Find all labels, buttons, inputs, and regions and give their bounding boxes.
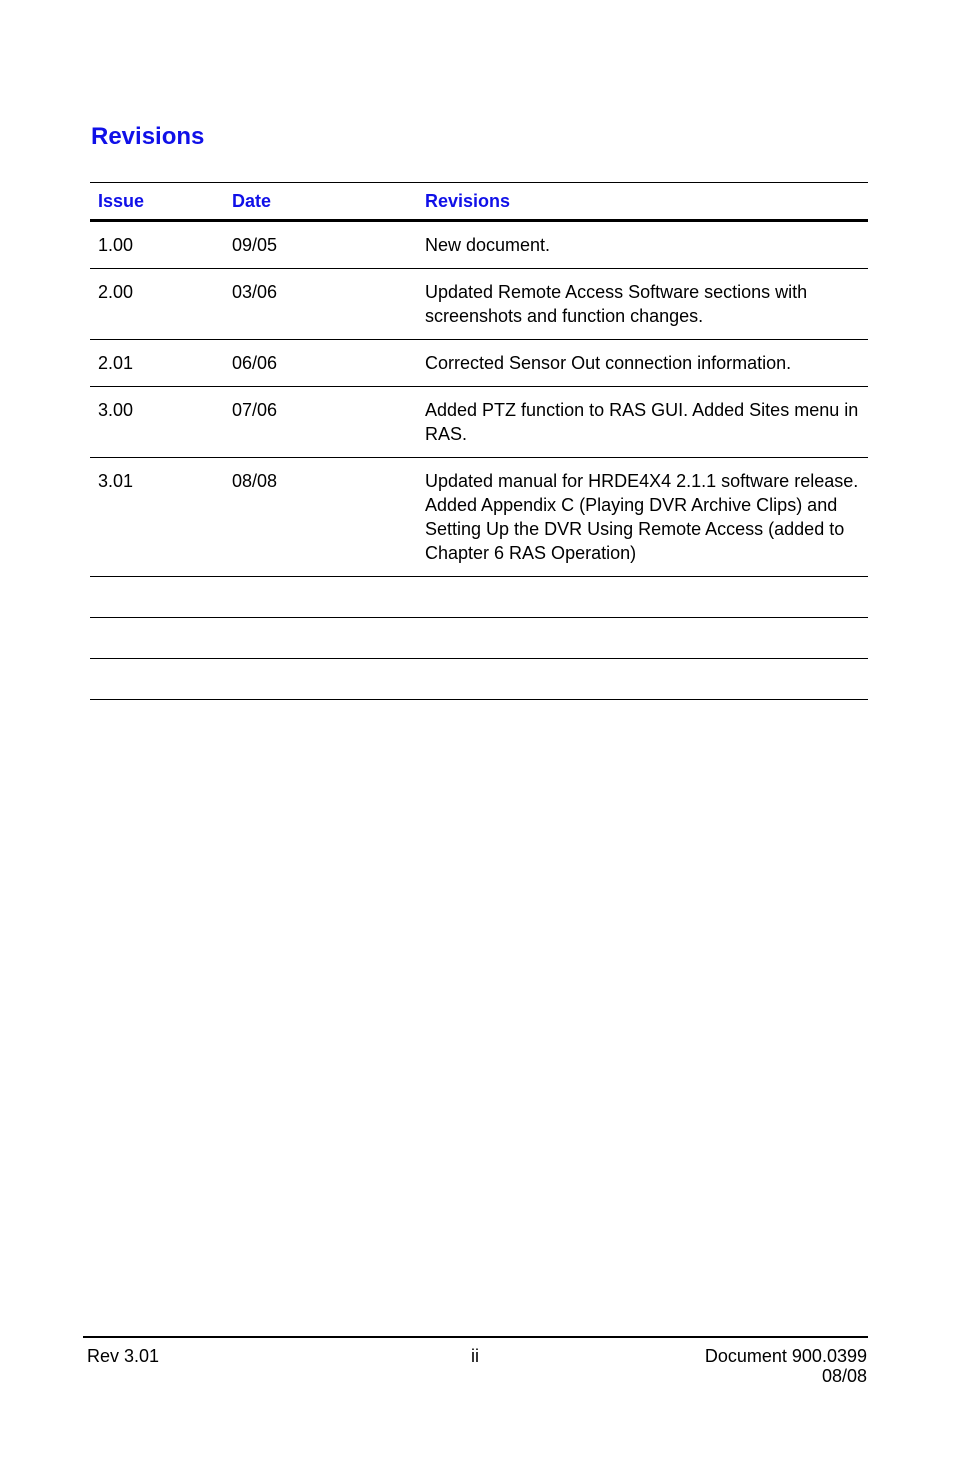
table-header-row bbox=[90, 183, 868, 221]
table-row-empty bbox=[90, 618, 868, 659]
cell-date bbox=[224, 618, 417, 659]
cell-issue bbox=[90, 618, 224, 659]
cell-issue bbox=[90, 577, 224, 618]
table-row bbox=[90, 269, 868, 340]
revisions-table bbox=[90, 182, 868, 700]
cell-revision bbox=[417, 659, 868, 700]
cell-issue: 2.01 bbox=[98, 353, 134, 373]
table-row bbox=[90, 340, 868, 387]
column-header-date: Date bbox=[232, 190, 272, 211]
cell-date bbox=[224, 577, 417, 618]
table-row-empty bbox=[90, 577, 868, 618]
page-title: Revisions bbox=[91, 123, 205, 150]
cell-revision: Updated Remote Access Software sections with screenshots and function changes. bbox=[425, 282, 808, 326]
footer-document-info bbox=[705, 1346, 867, 1386]
table-row bbox=[90, 387, 868, 458]
cell-revision bbox=[417, 577, 868, 618]
cell-issue: 1.00 bbox=[98, 235, 134, 255]
cell-revision: Added PTZ function to RAS GUI. Added Sites menu in RAS. bbox=[425, 400, 859, 444]
cell-revision: Corrected Sensor Out connection information. bbox=[425, 353, 792, 373]
column-header-issue: Issue bbox=[98, 190, 145, 211]
table-row bbox=[90, 221, 868, 269]
column-header-revisions: Revisions bbox=[425, 190, 511, 211]
cell-revision: Updated manual for HRDE4X4 2.1.1 software release. Added Appendix C (Playing DVR Archive Clips) and Setting Up the DVR Using Remote Access (added to Chapter 6 RAS Operation) bbox=[425, 471, 859, 563]
cell-revision: New document. bbox=[425, 235, 551, 255]
footer-document-date: 08/08 bbox=[821, 1366, 867, 1386]
footer-page-number: ii bbox=[471, 1346, 479, 1366]
table-row-empty bbox=[90, 659, 868, 700]
cell-date bbox=[224, 659, 417, 700]
cell-date: 09/05 bbox=[232, 235, 278, 255]
cell-revision bbox=[417, 618, 868, 659]
cell-issue: 3.01 bbox=[98, 471, 134, 491]
footer-divider bbox=[83, 1336, 868, 1338]
cell-date: 07/06 bbox=[232, 400, 278, 420]
cell-issue: 3.00 bbox=[98, 400, 134, 420]
footer-revision: Rev 3.01 bbox=[87, 1346, 160, 1366]
cell-issue: 2.00 bbox=[98, 282, 134, 302]
cell-date: 03/06 bbox=[232, 282, 278, 302]
table-row bbox=[90, 458, 868, 577]
cell-date: 06/06 bbox=[232, 353, 278, 373]
cell-issue bbox=[90, 659, 224, 700]
cell-date: 08/08 bbox=[232, 471, 278, 491]
footer-document-number: Document 900.0399 bbox=[704, 1346, 867, 1366]
